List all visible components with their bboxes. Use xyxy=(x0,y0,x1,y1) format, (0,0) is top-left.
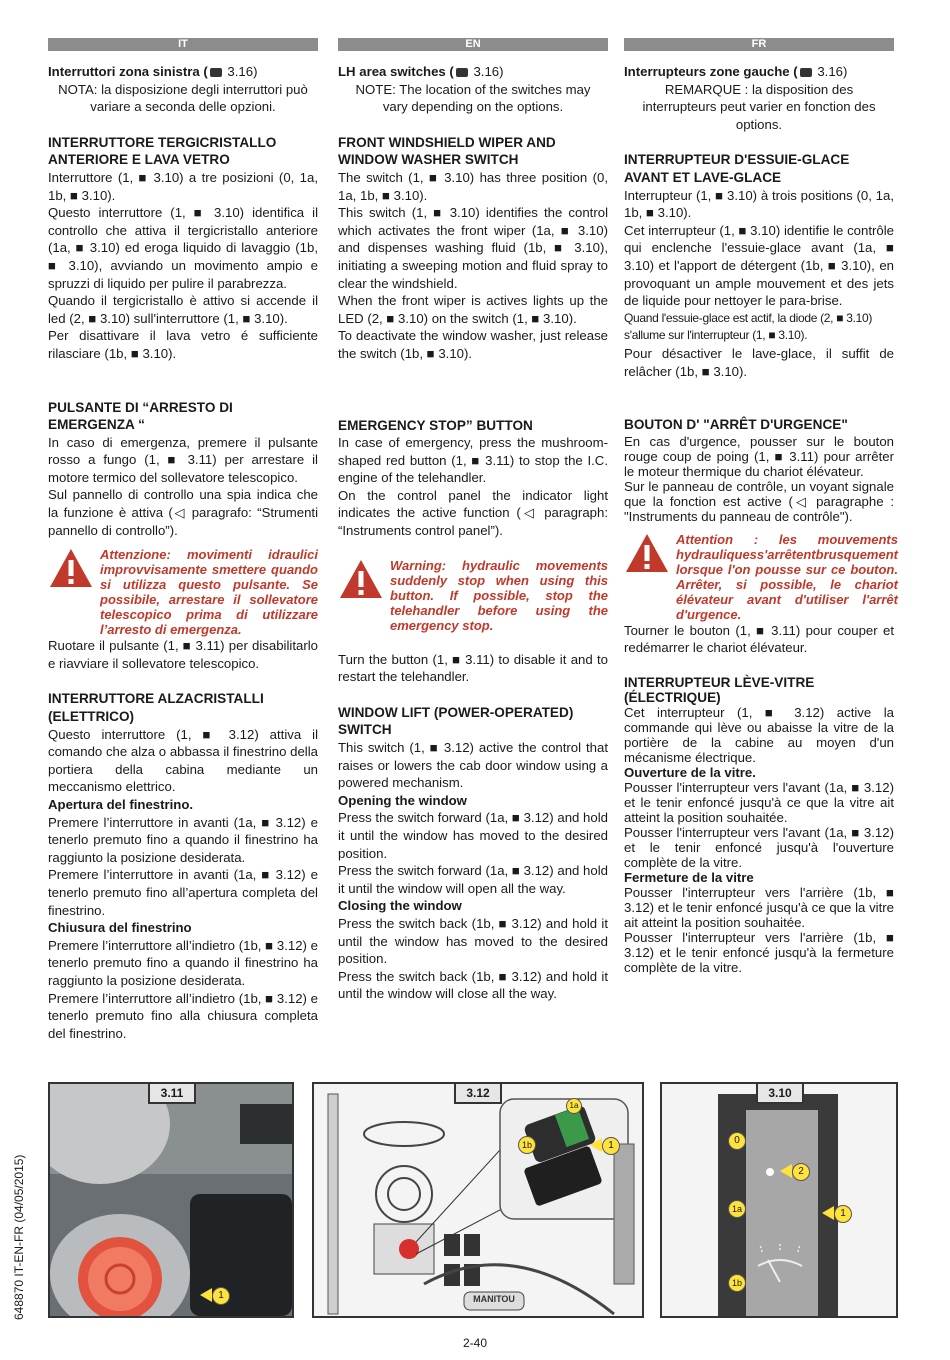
window-heading-fr: INTERRUPTEUR LÈVE-VITRE (ÉLECTRIQUE) xyxy=(624,674,815,705)
wiper-p2-it: Questo interruttore (1, ■ 3.10) identifica il controllo che attiva il tergicristallo anteriore (1a, ■ 3.10) ed eroga liquido di lavaggio (1b, ■ 3.10), avviando un movimento ampio e spruzzi di liquido per pulire il parabrezza. xyxy=(48,205,318,291)
open-heading-it: Apertura del finestrino. xyxy=(48,797,194,812)
close-p1-it: Premere l’interruttore all’indietro (1b, ■ 3.12) e tenerlo premuto fino a quando il finestrino ha raggiunto la posizione desiderata. xyxy=(48,937,318,988)
camera-icon xyxy=(210,68,222,77)
wiper-heading-fr: INTERRUPTEUR D'ESSUIE-GLACE AVANT ET LAVE-GLACE xyxy=(624,152,850,185)
camera-icon xyxy=(800,68,812,77)
window-heading-en: WINDOW LIFT (POWER-OPERATED) SWITCH xyxy=(338,704,574,738)
title-ref-fr: 3.16) xyxy=(813,64,848,79)
title-ref-it: 3.16) xyxy=(223,64,258,79)
column-italian xyxy=(48,38,318,1042)
column-french xyxy=(624,38,898,975)
page-number: 2-40 xyxy=(462,1336,488,1350)
open-heading-fr: Ouverture de la vitre. xyxy=(624,764,756,780)
window-p1-it: Questo interruttore (1, ■ 3.12) attiva il comando che alza o abbassa il finestrino della portiera della cabina mediante un meccanismo elettrico. xyxy=(48,726,318,795)
figure-label-3-11: 3.11 xyxy=(148,1084,196,1104)
callout-1: 1 xyxy=(602,1137,620,1155)
warning-it xyxy=(48,547,318,637)
window-p1-fr: Cet interrupteur (1, ■ 3.12) active la commande qui lève ou abaisse la vitre de la portière de la cabine au moyen d'un mécanisme électrique. xyxy=(624,704,894,765)
close-p2-en: Press the switch back (1b, ■ 3.12) and hold it until the window will close all the way. xyxy=(338,968,608,1002)
callout-1a: 1a xyxy=(566,1098,582,1114)
wiper-p3-en: When the front wiper is actives lights up the LED (2, ■ 3.10) on the switch (1, ■ 3.10). xyxy=(338,293,608,326)
window-switch-drawing xyxy=(314,1084,642,1316)
note-it: NOTA: la disposizione degli interruttori può variare a seconda delle opzioni. xyxy=(58,81,308,115)
warning-text-en: Warning: hydraulic movements suddenly stop when using this button. If possible, stop the telehandler before using the emergency stop. xyxy=(390,557,608,633)
open-heading-en: Opening the window xyxy=(338,792,467,808)
open-p2-en: Press the switch forward (1a, ■ 3.12) and hold it until the window will open all the way. xyxy=(338,863,608,896)
warning-icon xyxy=(338,558,384,600)
wiper-p4-en: To deactivate the window washer, just release the switch (1b, ■ 3.10). xyxy=(338,328,608,361)
title-fr: Interrupteurs zone gauche ( xyxy=(624,64,798,79)
warning-icon xyxy=(48,547,94,589)
close-heading-en: Closing the window xyxy=(338,898,462,914)
stop-heading-en: EMERGENCY STOP” BUTTON xyxy=(338,417,533,433)
stop-p2-fr: Sur le panneau de contrôle, un voyant signale que la fonction est active (◁ paragraphe : "Instruments du panneau de contrôle"). xyxy=(624,478,894,524)
warning-icon xyxy=(624,532,670,574)
close-p1-en: Press the switch back (1b, ■ 3.12) and hold it until the window has moved to the desired position. xyxy=(338,915,608,967)
open-p1-en: Press the switch forward (1a, ■ 3.12) and hold it until the window has moved to the desired position. xyxy=(338,810,608,861)
brand-logo: MANITOU xyxy=(473,1294,515,1304)
warning-text-fr: Attention : les mouvements hydrauliquess'arrêtentbrusquement lorsque l'on pousse sur ce bouton. Arrêter, si possible, le chariot élévateur avant d'utiliser l'arrêt d'urgence. xyxy=(676,531,898,622)
note-en: NOTE: The location of the switches may vary depending on the options. xyxy=(355,81,591,115)
lang-header-fr: FR xyxy=(624,38,894,51)
wiper-p3-it: Quando il tergicristallo è attivo si accende il led (2, ■ 3.10) sull'interruttore (1, ■ 3.10). xyxy=(48,293,318,326)
wiper-p3-fr: Quand l'essuie-glace est actif, la diode (2, ■ 3.10) s'allume sur l'interrupteur (1, ■ 3.10). xyxy=(624,310,873,343)
stop-p1-it: In caso di emergenza, premere il pulsante rosso a fungo (1, ■ 3.11) per arrestare il motore termico del sollevatore telescopico. xyxy=(48,434,318,485)
close-p2-fr: Pousser l'interrupteur vers l'arrière (1b, ■ 3.12) et le tenir enfoncé jusqu'à la fermeture complète de la vitre. xyxy=(624,929,894,975)
open-p1-it: Premere l’interruttore in avanti (1a, ■ 3.12) e tenerlo premuto fino a quando il finestrino ha raggiunto la posizione desiderata. xyxy=(48,814,318,865)
close-heading-it: Chiusura del finestrino xyxy=(48,920,192,936)
open-p1-fr: Pousser l'interrupteur vers l'avant (1a, ■ 3.12) et le tenir enfoncé jusqu'à ce que la vitre ait atteint la position souhaitée. xyxy=(624,779,894,825)
callout-1a: 1a xyxy=(728,1200,746,1218)
wiper-p2-fr: Cet interrupteur (1, ■ 3.10) identifie le contrôle qui enclenche l'essuie-glace avant (1a, ■ 3.10) et l'apport de détergent (1b, ■ 3.10), en provoquant un ample mouvement et des jets de liquide pour nettoyer le para-brise. xyxy=(624,222,894,309)
callout-1b: 1b xyxy=(518,1136,536,1154)
title-en: LH area switches ( xyxy=(338,64,454,79)
column-english xyxy=(338,38,608,1003)
callout-0: 0 xyxy=(728,1132,746,1150)
callout-arrow xyxy=(780,1164,792,1178)
wiper-heading-it: INTERRUTTORE TERGICRISTALLO ANTERIORE E LAVA VETRO xyxy=(48,134,277,168)
camera-icon xyxy=(456,68,468,77)
callout-1: 1 xyxy=(834,1205,852,1223)
stop-p2-it: Sul pannello di controllo una spia indica che la funzione è attiva (◁ paragrafo: “Strumenti pannello di controllo”). xyxy=(48,487,318,538)
callout-arrow xyxy=(590,1138,602,1152)
stop-p3-en: Turn the button (1, ■ 3.11) to disable it and to restart the telehandler. xyxy=(338,651,608,685)
stop-p3-it: Ruotare il pulsante (1, ■ 3.11) per disabilitarlo e riavviare il sollevatore telescopico. xyxy=(48,638,318,671)
warning-fr xyxy=(624,531,898,622)
stop-heading-it: PULSANTE DI “ARRESTO DI EMERGENZA “ xyxy=(48,399,233,433)
close-heading-fr: Fermeture de la vitre xyxy=(624,869,754,885)
window-p1-en: This switch (1, ■ 3.12) active the control that raises or lowers the cab door window using a powered mechanism. xyxy=(338,740,608,791)
figure-3-12 xyxy=(312,1082,644,1318)
close-p2-it: Premere l’interruttore all’indietro (1b, ■ 3.12) e tenerlo premuto fino alla chiusura completa del finestrino. xyxy=(48,990,318,1041)
wiper-p1-en: The switch (1, ■ 3.10) has three position (0, 1a, 1b, ■ 3.10). xyxy=(338,169,608,203)
wiper-p1-it: Interruttore (1, ■ 3.10) a tre posizioni (0, 1a, 1b, ■ 3.10). xyxy=(48,169,318,203)
lang-header-it: IT xyxy=(48,38,318,51)
wiper-p2-en: This switch (1, ■ 3.10) identifies the control which activates the front wiper (1a, ■ 3.10) and dispenses washing fluid (1b, ■ 3.10), initiating a sweeping motion and fluid spray to clear the windshield. xyxy=(338,205,608,291)
callout-2: 2 xyxy=(792,1163,810,1181)
callout-arrow xyxy=(822,1206,834,1220)
title-it: Interruttori zona sinistra ( xyxy=(48,64,208,79)
wiper-switch-photo xyxy=(662,1084,896,1316)
figure-3-11 xyxy=(48,1082,294,1318)
figure-label-3-10: 3.10 xyxy=(756,1084,804,1104)
title-ref-en: 3.16) xyxy=(469,64,504,79)
stop-p1-fr: En cas d'urgence, pousser sur le bouton rouge coup de poing (1, ■ 3.11) pour arrêter le moteur thermique du chariot élévateur. xyxy=(624,433,894,479)
wiper-heading-en: FRONT WINDSHIELD WIPER AND WINDOW WASHER SWITCH xyxy=(338,134,556,168)
figure-3-10 xyxy=(660,1082,898,1318)
document-code: 648870 IT-EN-FR (04/05/2015) xyxy=(12,1154,26,1320)
lang-header-en: EN xyxy=(338,38,608,51)
close-p1-fr: Pousser l'interrupteur vers l'arrière (1b, ■ 3.12) et le tenir enfoncé jusqu'à ce que la vitre ait atteint la position souhaitée. xyxy=(624,884,894,930)
wiper-p1-fr: Interrupteur (1, ■ 3.10) à trois positions (0, 1a, 1b, ■ 3.10). xyxy=(624,187,894,221)
figure-label-3-12: 3.12 xyxy=(454,1084,502,1104)
callout-arrow xyxy=(200,1288,212,1302)
warning-text-it: Attenzione: movimenti idraulici improvvisamente smettere quando si utilizza questo pulsante. Se possibile, arrestare il sollevatore telescopico prima di utilizzare l’arresto di emergenza. xyxy=(100,547,318,638)
callout-1: 1 xyxy=(212,1287,230,1305)
wiper-p4-it: Per disattivare il lava vetro é sufficiente rilasciare (1b, ■ 3.10). xyxy=(48,328,318,361)
note-fr: REMARQUE : la disposition des interrupteurs peut varier en fonction des options. xyxy=(642,81,876,132)
callout-1b: 1b xyxy=(728,1274,746,1292)
stop-p3-fr: Tourner le bouton (1, ■ 3.11) pour couper et redémarrer le chariot élévateur. xyxy=(624,622,894,656)
wiper-p4-fr: Pour désactiver le lave-glace, il suffit de relâcher (1b, ■ 3.10). xyxy=(624,345,894,379)
open-p2-it: Premere l’interruttore in avanti (1a, ■ 3.12) e tenerlo premuto fino all’apertura completa del finestrino. xyxy=(48,867,318,918)
warning-en xyxy=(338,558,608,633)
open-p2-fr: Pousser l'interrupteur vers l'avant (1a, ■ 3.12) et le tenir enfoncé jusqu'à l'ouverture complète de la vitre. xyxy=(624,824,894,870)
stop-heading-fr: BOUTON D' "ARRÊT D'URGENCE" xyxy=(624,417,848,433)
stop-p2-en: On the control panel the indicator light indicates the active function (◁ paragraph: “Instruments control panel”). xyxy=(338,487,608,539)
window-heading-it: INTERRUTTORE ALZACRISTALLI (ELETTRICO) xyxy=(48,691,264,725)
stop-p1-en: In case of emergency, press the mushroom-shaped red button (1, ■ 3.11) to stop the I.C. engine of the telehandler. xyxy=(338,435,608,486)
emergency-stop-photo xyxy=(50,1084,292,1316)
